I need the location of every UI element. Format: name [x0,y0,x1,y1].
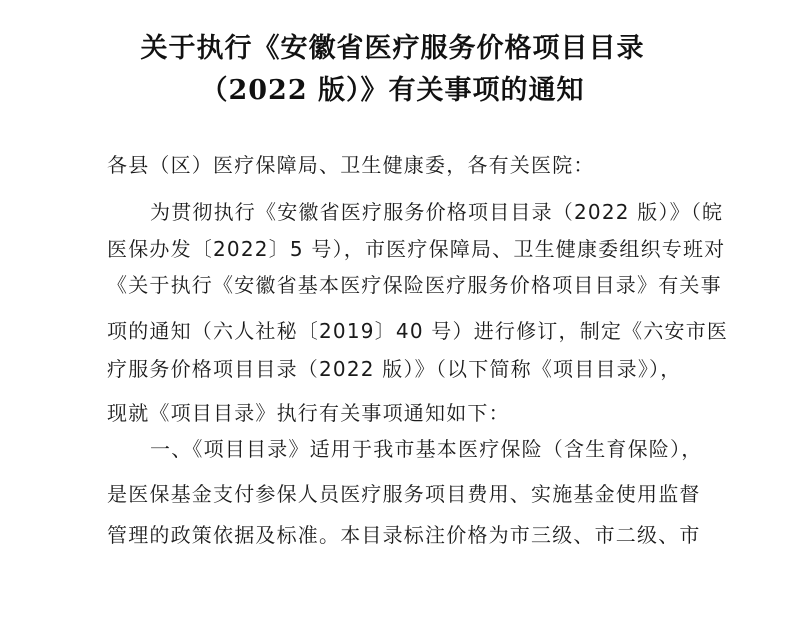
paragraph-1-line-1: 为贯彻执行《安徽省医疗服务价格项目目录（2022 版）》（皖 [150,200,724,224]
document-title-line-2: （2022 版）》有关事项的通知 [200,75,585,106]
paragraph-2-line-1: 一、《项目目录》适用于我市基本医疗保险（含生育保险）， [150,437,703,461]
paragraph-1-line-6: 现就《项目目录》执行有关事项通知如下： [107,401,510,425]
paragraph-2-line-3: 管理的政策依据及标准。本目录标注价格为市三级、市二级、市 [107,523,701,547]
paragraph-1-line-3: 《关于执行《安徽省基本医疗保险医疗服务价格项目目录》有关事 [107,273,722,297]
paragraph-2-line-2: 是医保基金支付参保人员医疗服务项目费用、实施基金使用监督 [107,482,701,506]
paragraph-1-line-2: 医保办发〔2022〕5 号），市医疗保障局、卫生健康委组织专班对 [107,237,726,261]
paragraph-1-line-4: 项的通知（六人社秘〔2019〕40 号）进行修订，制定《六安市医 [107,319,729,343]
salutation: 各县（区）医疗保障局、卫生健康委，各有关医院： [107,153,595,177]
document-title-line-1: 关于执行《安徽省医疗服务价格项目目录 [140,33,645,64]
paragraph-1-line-5: 疗服务价格项目目录（2022 版）》（以下简称《项目目录》）， [107,357,682,381]
